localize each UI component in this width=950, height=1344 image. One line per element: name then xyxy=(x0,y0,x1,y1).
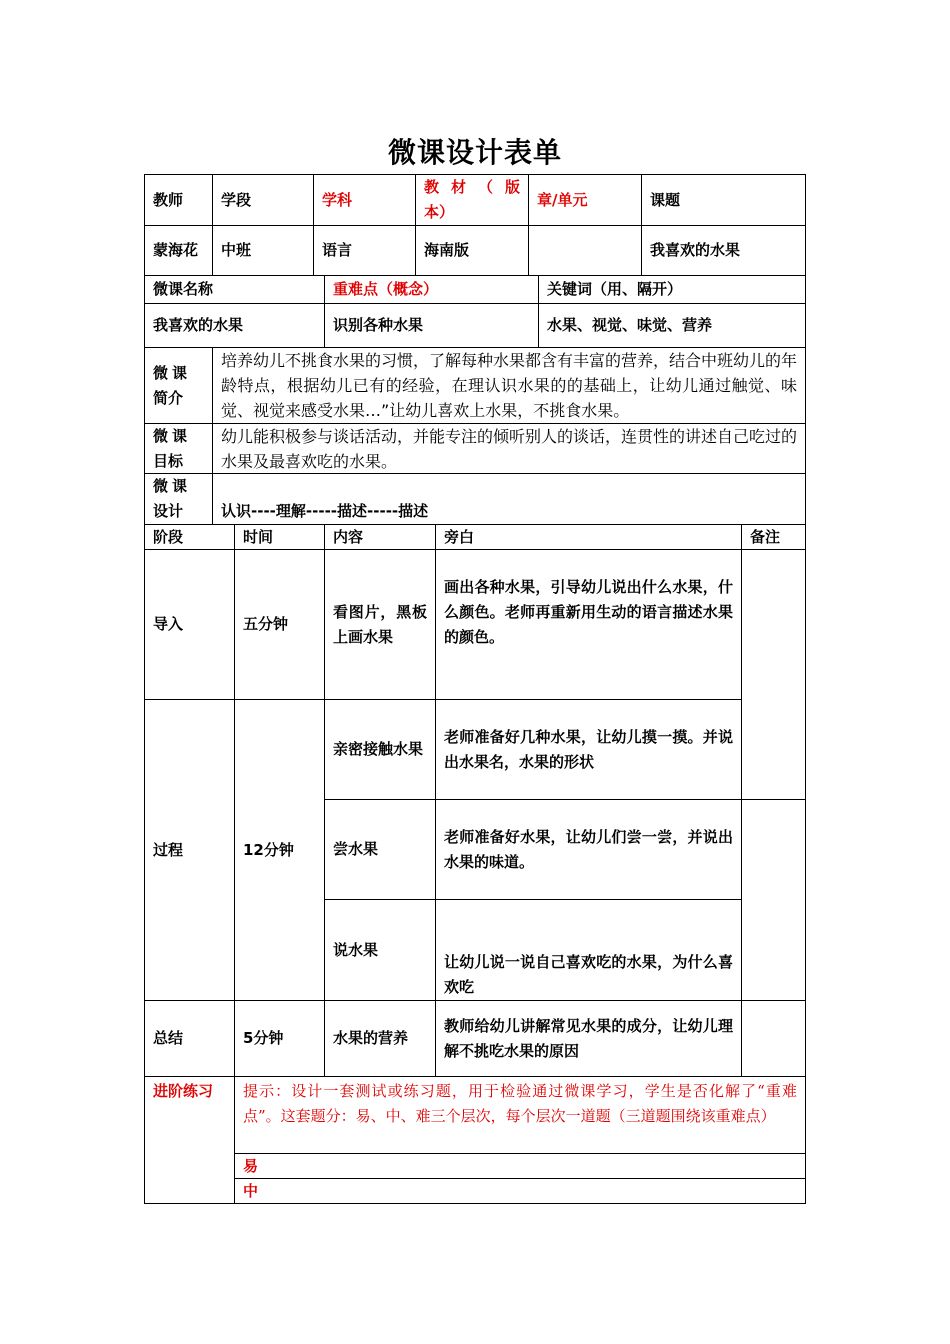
course-name: 我喜欢的水果 xyxy=(153,316,244,334)
info-teacher: 蒙海花 xyxy=(153,241,199,259)
intro-label: 微课简介 xyxy=(153,363,187,407)
intro-text: 培养幼儿不挑食水果的习惯，了解每种水果都含有丰富的营养，结合中班幼儿的年龄特点，根据幼儿已有的经验，在理认识水果的的基础上，让幼儿通过触觉、味觉、视觉来感受水果…”让幼儿喜欢上水果，不挑食水果。 xyxy=(221,351,798,420)
process-item-narration: 老师准备好几种水果，让幼儿摸一摸。并说出水果名，水果的形状 xyxy=(444,727,733,771)
design-label: 微课设计 xyxy=(153,477,187,520)
info-subject: 语言 xyxy=(322,241,353,259)
header-textbook: 教 材 （ 版 本） xyxy=(424,178,520,221)
header-subject: 学科 xyxy=(322,190,353,209)
phase-summary-time: 5分钟 xyxy=(243,1029,284,1047)
phase-intro-content: 看图片，黑板上画水果 xyxy=(333,602,427,646)
practice-hint: 提示：设计一套测试或练习题，用于检验通过微课学习，学生是否化解了“重难点”。这套题分：易、中、难三个层次，每个层次一道题（三道题围绕该重难点） xyxy=(243,1082,797,1125)
header-stage: 学段 xyxy=(221,190,252,209)
process-item-narration: 让幼儿说一说自己喜欢吃的水果，为什么喜欢吃 xyxy=(444,953,733,996)
header-chapter: 章/单元 xyxy=(537,190,588,209)
phase-header-phase: 阶段 xyxy=(153,527,184,546)
phase-header-time: 时间 xyxy=(243,527,274,546)
phase-process-name: 过程 xyxy=(153,840,184,859)
page-title: 微课设计表单 xyxy=(387,136,562,169)
phase-summary-content: 水果的营养 xyxy=(333,1029,409,1047)
phase-summary-name: 总结 xyxy=(153,1029,184,1047)
phase-intro-time: 五分钟 xyxy=(243,615,289,633)
process-item-content: 说水果 xyxy=(333,940,379,959)
goal-label: 微课目标 xyxy=(153,426,187,470)
practice-label: 进阶练习 xyxy=(153,1082,214,1100)
process-item-content: 亲密接触水果 xyxy=(333,740,424,758)
process-item-content: 尝水果 xyxy=(333,840,379,858)
design-text: 认识----理解-----描述-----描述 xyxy=(221,502,429,520)
header-teacher: 教师 xyxy=(153,190,184,209)
course-keywords: 水果、视觉、味觉、营养 xyxy=(547,316,713,334)
info-topic: 我喜欢的水果 xyxy=(650,241,741,259)
info-textbook: 海南版 xyxy=(424,241,470,259)
practice-medium: 中 xyxy=(243,1181,259,1200)
practice-easy: 易 xyxy=(243,1156,259,1175)
info-stage: 中班 xyxy=(221,241,252,259)
phase-header-note: 备注 xyxy=(750,527,781,546)
phase-intro-narration: 画出各种水果，引导幼儿说出什么水果，什么颜色。老师再重新用生动的语言描述水果的颜色。 xyxy=(444,578,733,646)
phase-process-time: 12分钟 xyxy=(243,840,294,859)
phase-summary-narration: 教师给幼儿讲解常见水果的成分，让幼儿理解不挑吃水果的原因 xyxy=(444,1016,733,1060)
process-item-narration: 老师准备好水果，让幼儿们尝一尝，并说出水果的味道。 xyxy=(444,827,733,871)
info-chapter xyxy=(529,226,641,275)
course-name-label: 微课名称 xyxy=(153,280,214,298)
header-topic: 课题 xyxy=(650,190,681,209)
goal-text: 幼儿能积极参与谈话活动，并能专注的倾听别人的谈话，连贯性的讲述自己吃过的水果及最喜欢吃的水果。 xyxy=(221,426,798,471)
course-key: 识别各种水果 xyxy=(333,316,424,334)
phase-header-content: 内容 xyxy=(333,527,364,546)
course-keywords-label: 关键词（用、隔开） xyxy=(547,280,683,298)
phase-header-narration: 旁白 xyxy=(444,527,475,546)
phase-intro-name: 导入 xyxy=(153,615,184,633)
course-key-label: 重难点（概念） xyxy=(333,280,439,298)
